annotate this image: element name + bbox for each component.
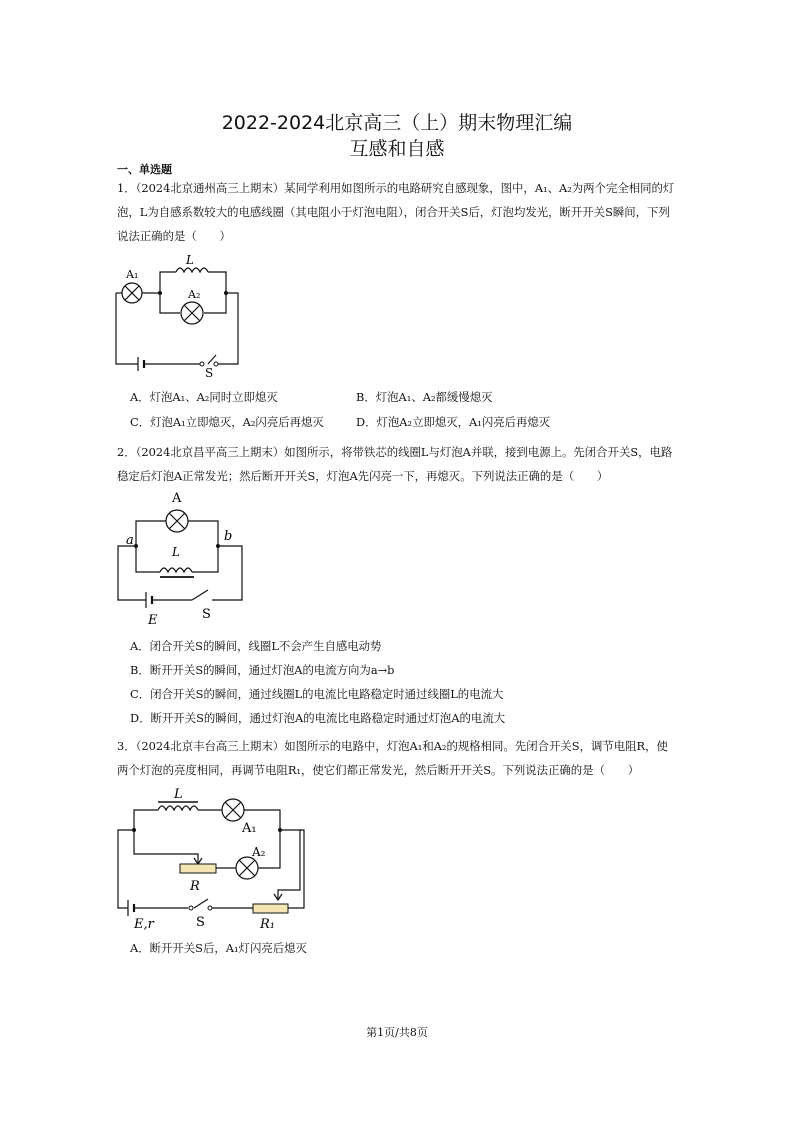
q2-option-d: D．断开开关S的瞬间，通过灯泡A的电流比电路稳定时通过灯泡A的电流大 xyxy=(130,711,506,725)
fig3-label-R1: R₁ xyxy=(260,917,275,932)
question-3-circuit-figure xyxy=(108,786,318,936)
fig1-label-A1: A₁ xyxy=(126,268,139,281)
section-heading: 一、单选题 xyxy=(117,163,172,176)
fig1-label-S: S xyxy=(205,366,214,380)
fig2-label-L: L xyxy=(172,545,180,559)
fig2-label-a: a xyxy=(126,533,134,548)
fig3-label-S: S xyxy=(196,915,205,930)
fig3-label-A1: A₁ xyxy=(242,821,257,836)
fig3-label-Er: E,r xyxy=(134,917,154,932)
question-1-circuit-figure xyxy=(108,250,248,380)
fig2-label-A: A xyxy=(172,491,182,506)
page-title: 2022-2024北京高三（上）期末物理汇编 xyxy=(221,112,573,134)
q1-option-d: D．灯泡A₂立即熄灭，A₁闪亮后再熄灭 xyxy=(356,415,551,429)
question-1-text: 1．（2024北京通州高三上期末）某同学利用如图所示的电路研究自感现象，图中，A₁、A₂为两个完全相同的灯泡，L为自感系数较大的电感线圈（其电阻小于灯泡电阻），闭合开关S后，灯泡均发光，断开开关S瞬间，下列说法正确的是（ ） xyxy=(117,181,675,243)
q2-option-a: A．闭合开关S的瞬间，线圈L不会产生自感电动势 xyxy=(130,639,382,653)
question-2-text: 2．（2024北京昌平高三上期末）如图所示，将带铁芯的线圈L与灯泡A并联，接到电源上。先闭合开关S，电路稳定后灯泡A正常发光；然后断开开关S，灯泡A先闪亮一下，再熄灭。下列说法正确的是（ ） xyxy=(117,445,673,483)
fig3-label-A2: A₂ xyxy=(252,845,266,859)
fig3-label-L: L xyxy=(174,787,183,802)
q3-option-a: A．断开开关S后，A₁灯闪亮后熄灭 xyxy=(130,941,307,955)
fig1-label-L: L xyxy=(186,253,194,267)
question-2-circuit-figure xyxy=(110,490,260,630)
fig1-label-A2: A₂ xyxy=(188,288,201,301)
question-3-text: 3．（2024北京丰台高三上期末）如图所示的电路中，灯泡A₁和A₂的规格相同。先闭合开关S，调节电阻R，使两个灯泡的亮度相同，再调节电阻R₁，使它们都正常发光，然后断开开关S。下列说法正确的是（ ） xyxy=(117,739,668,777)
fig2-label-E: E xyxy=(148,613,158,628)
q1-option-a: A．灯泡A₁、A₂同时立即熄灭 xyxy=(130,390,278,404)
page-footer: 第1页/共8页 xyxy=(366,1026,428,1039)
fig2-label-S: S xyxy=(202,607,211,622)
fig2-label-b: b xyxy=(224,529,233,544)
q1-option-c: C．灯泡A₁立即熄灭，A₂闪亮后再熄灭 xyxy=(130,415,324,429)
q2-option-b: B．断开开关S的瞬间，通过灯泡A的电流方向为a→b xyxy=(130,663,395,677)
page-subtitle: 互感和自感 xyxy=(349,138,445,160)
q1-option-b: B．灯泡A₁、A₂都缓慢熄灭 xyxy=(356,390,493,404)
fig3-label-R: R xyxy=(190,879,200,894)
q2-option-c: C．闭合开关S的瞬间，通过线圈L的电流比电路稳定时通过线圈L的电流大 xyxy=(130,687,504,701)
